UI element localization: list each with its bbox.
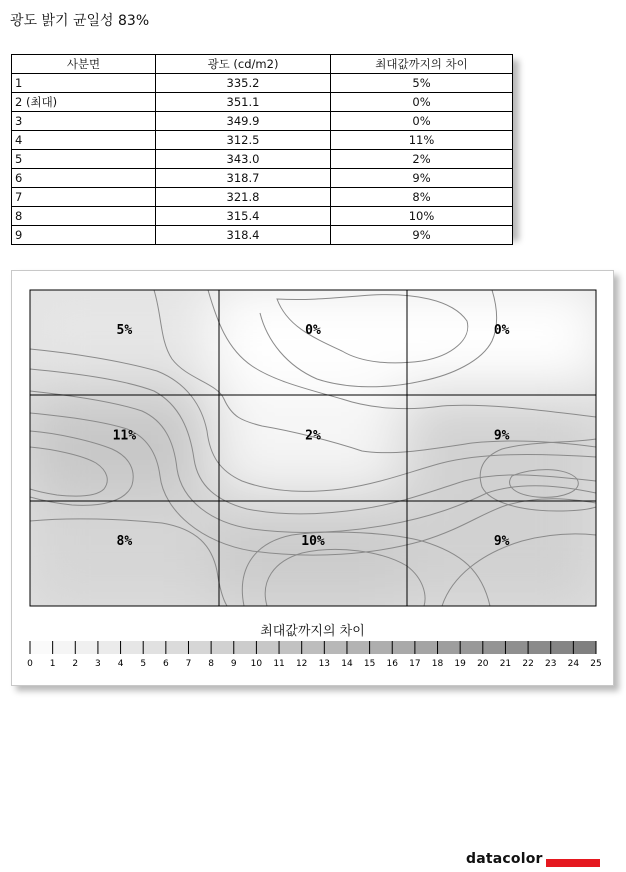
difference-cell: 5% — [331, 74, 513, 93]
heatmap-cell-shade — [401, 495, 602, 612]
luminance-cell: 343.0 — [156, 150, 331, 169]
legend-tick-label: 4 — [117, 659, 124, 669]
heatmap-cell-shade — [213, 284, 414, 401]
heatmap-cell-shade — [401, 284, 602, 401]
quadrant-cell: 3 — [12, 112, 156, 131]
luminance-cell: 349.9 — [156, 112, 331, 131]
table-row — [12, 169, 513, 188]
legend-swatch — [528, 641, 551, 654]
luminance-cell: 335.2 — [156, 74, 331, 93]
header-quadrant: 사분면 — [12, 55, 156, 74]
cell-label: 9% — [493, 428, 510, 444]
luminance-cell: 312.5 — [156, 131, 331, 150]
luminance-cell: 318.4 — [156, 226, 331, 245]
difference-cell: 9% — [331, 169, 513, 188]
legend-tick-label: 18 — [431, 659, 444, 669]
quadrant-cell: 5 — [12, 150, 156, 169]
legend-swatch — [347, 641, 370, 654]
legend-tick-label: 14 — [341, 659, 353, 669]
legend-swatch — [324, 641, 347, 654]
heatmap-cell-shade — [24, 284, 225, 401]
difference-cell: 2% — [331, 150, 513, 169]
heatmap-cell-shade — [24, 495, 225, 612]
legend-swatch — [460, 641, 483, 654]
legend-tick-label: 23 — [544, 659, 557, 669]
difference-cell: 0% — [331, 112, 513, 131]
legend-swatch — [53, 641, 76, 654]
legend-tick-label: 22 — [522, 659, 534, 669]
cell-label: 2% — [305, 428, 321, 444]
legend-tick-label: 5 — [140, 659, 147, 669]
table-row — [12, 226, 513, 245]
legend-tick-label: 16 — [386, 659, 398, 669]
cell-label: 0% — [305, 323, 321, 339]
legend-swatch — [279, 641, 302, 654]
legend-tick-label: 0 — [27, 659, 33, 669]
legend-tick-label: 20 — [477, 659, 489, 669]
difference-cell: 10% — [331, 207, 513, 226]
legend-tick-label: 8 — [208, 659, 214, 669]
table-row — [12, 188, 513, 207]
legend-swatch — [302, 641, 325, 654]
legend-tick-label: 25 — [590, 659, 602, 669]
legend-tick-label: 9 — [230, 659, 237, 669]
quadrant-cell: 7 — [12, 188, 156, 207]
quadrant-cell: 8 — [12, 207, 156, 226]
legend-swatch — [30, 641, 53, 654]
legend-tick-label: 12 — [295, 659, 308, 669]
watermark-text: datacolor — [466, 851, 543, 867]
legend-tick-label: 21 — [499, 659, 512, 669]
luminance-cell: 321.8 — [156, 188, 331, 207]
legend-tick-label: 11 — [273, 659, 285, 669]
legend-tick-label: 13 — [318, 659, 331, 669]
legend-tick-label: 17 — [409, 659, 421, 669]
table-row — [12, 131, 513, 150]
watermark-red-bar — [546, 859, 600, 867]
table-row — [12, 74, 513, 93]
legend-swatch — [392, 641, 415, 654]
luminance-cell: 351.1 — [156, 93, 331, 112]
legend-tick-label: 10 — [250, 659, 263, 669]
uniformity-map-panel — [11, 270, 614, 867]
page-title: 광도 밝기 균일성 83% — [10, 13, 150, 29]
legend-tick-label: 2 — [72, 659, 79, 669]
cell-label: 10% — [301, 533, 325, 549]
legend-swatch — [234, 641, 257, 654]
heatmap-cell-shade — [213, 389, 414, 506]
quadrant-cell: 4 — [12, 131, 156, 150]
legend-title: 최대값까지의 차이 — [260, 624, 365, 639]
header-difference: 최대값까지의 차이 — [331, 55, 513, 74]
luminance-cell: 318.7 — [156, 169, 331, 188]
legend-swatch — [188, 641, 211, 654]
table-header-row — [12, 55, 513, 74]
legend-swatch — [573, 641, 596, 654]
quadrant-cell: 9 — [12, 226, 156, 245]
quadrant-cell: 2 (최대) — [12, 93, 156, 112]
legend-swatch — [121, 641, 144, 654]
legend-tick-label: 15 — [363, 659, 376, 669]
legend-tick-label: 3 — [95, 659, 101, 669]
cell-label: 5% — [116, 323, 133, 339]
legend-tick-label: 7 — [185, 659, 192, 669]
quadrant-cell: 6 — [12, 169, 156, 188]
luminance-table-container — [11, 54, 513, 242]
difference-cell: 9% — [331, 226, 513, 245]
legend-tick-label: 24 — [567, 659, 580, 669]
quadrant-cell: 1 — [12, 74, 156, 93]
legend-swatch — [438, 641, 461, 654]
legend-swatch — [256, 641, 279, 654]
cell-label: 0% — [493, 323, 510, 339]
legend-swatch — [166, 641, 189, 654]
legend-swatch — [98, 641, 121, 654]
legend-tick-label: 6 — [162, 659, 169, 669]
legend-swatch — [143, 641, 166, 654]
luminance-table — [11, 54, 513, 245]
legend-tick-label: 19 — [454, 659, 466, 669]
heatmap-cell-shade — [24, 389, 225, 506]
difference-cell: 11% — [331, 131, 513, 150]
header-luminance: 광도 (cd/m2) — [156, 55, 331, 74]
table-row — [12, 112, 513, 131]
legend-swatch — [211, 641, 234, 654]
datacolor-watermark — [466, 851, 601, 872]
cell-label: 9% — [493, 533, 510, 549]
legend-tick-label: 1 — [49, 659, 56, 669]
table-row — [12, 150, 513, 169]
difference-cell: 0% — [331, 93, 513, 112]
legend-swatch — [370, 641, 393, 654]
legend-scale — [27, 641, 602, 669]
legend-swatch — [551, 641, 574, 654]
legend-swatch — [415, 641, 438, 654]
legend-swatch — [75, 641, 98, 654]
table-row — [12, 207, 513, 226]
table-row — [12, 93, 513, 112]
luminance-cell: 315.4 — [156, 207, 331, 226]
legend-swatch — [505, 641, 528, 654]
difference-cell: 8% — [331, 188, 513, 207]
legend-swatch — [483, 641, 506, 654]
cell-label: 8% — [116, 533, 133, 549]
cell-label: 11% — [112, 428, 137, 444]
